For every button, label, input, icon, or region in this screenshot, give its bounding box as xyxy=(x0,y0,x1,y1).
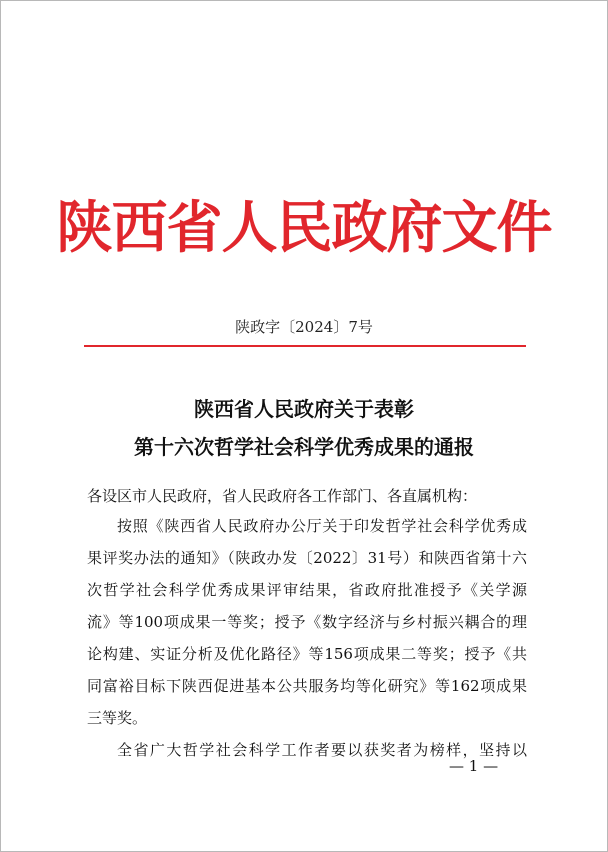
document-number: 陕政字〔2024〕7号 xyxy=(235,318,373,336)
paragraph-1-line: 流》等100项成果一等奖；授予《数字经济与乡村振兴耦合的理 xyxy=(87,613,527,631)
paragraph-1-line: 三等奖。 xyxy=(87,709,148,727)
issuer-header: 陕西省人民政府文件 xyxy=(56,195,552,261)
red-separator-line xyxy=(84,345,526,347)
page-number: — 1 — xyxy=(449,757,499,775)
notice-title-line-1: 陕西省人民政府关于表彰 xyxy=(194,397,414,421)
notice-title-line-2: 第十六次哲学社会科学优秀成果的通报 xyxy=(134,435,474,459)
paragraph-1-line: 次哲学社会科学优秀成果评审结果，省政府批准授予《关学源 xyxy=(87,581,527,599)
paragraph-1-line: 同富裕目标下陕西促进基本公共服务均等化研究》等162项成果 xyxy=(87,677,527,695)
paragraph-1-line: 论构建、实证分析及优化路径》等156项成果二等奖；授予《共 xyxy=(87,645,527,663)
paragraph-2-line: 全省广大哲学社会科学工作者要以获奖者为榜样，坚持以 xyxy=(117,741,527,759)
addressee: 各设区市人民政府，省人民政府各工作部门、各直属机构： xyxy=(87,487,478,505)
paragraph-1-line: 按照《陕西省人民政府办公厅关于印发哲学社会科学优秀成 xyxy=(117,517,527,535)
paragraph-1-line: 果评奖办法的通知》（陕政办发〔2022〕31号）和陕西省第十六 xyxy=(87,549,527,567)
